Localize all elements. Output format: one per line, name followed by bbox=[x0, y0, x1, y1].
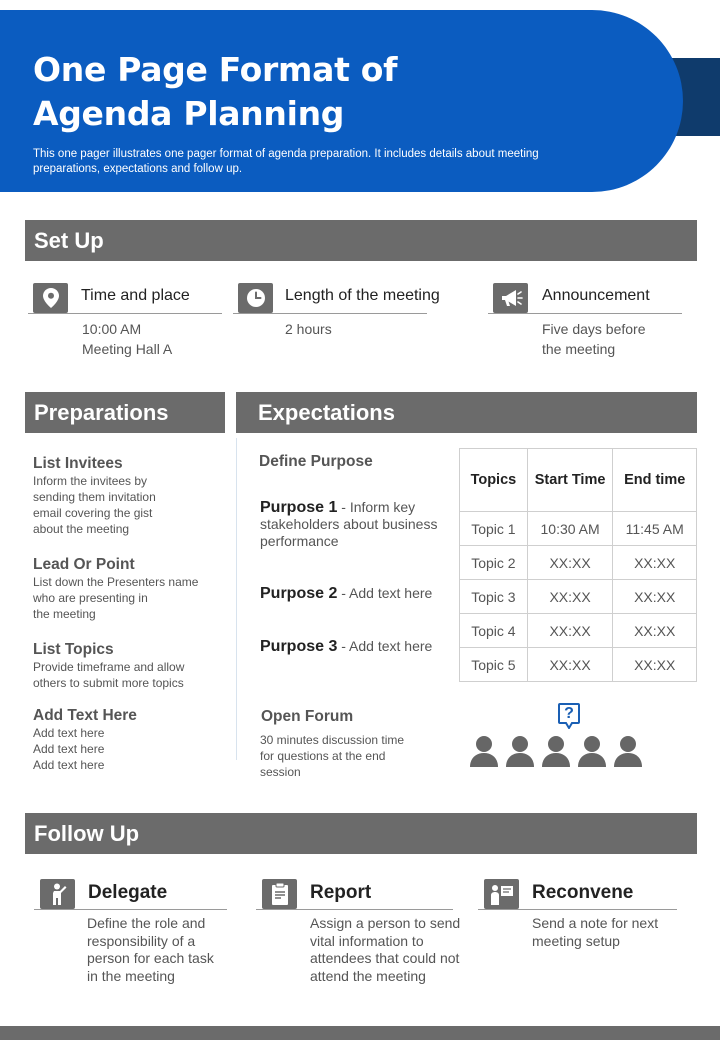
prep-title-lead-or-point: Lead Or Point bbox=[33, 556, 135, 573]
megaphone-icon bbox=[493, 283, 528, 313]
setup-item-title-length: Length of the meeting bbox=[285, 287, 440, 304]
table-row bbox=[460, 580, 697, 614]
prep-title-add-text: Add Text Here bbox=[33, 707, 137, 724]
setup-item-divider bbox=[28, 313, 222, 314]
report-title: Report bbox=[310, 882, 372, 903]
table-cell-topic: Topic 4 bbox=[460, 614, 528, 648]
column-header-end-time: End time bbox=[613, 449, 697, 512]
purpose-3-separator: - bbox=[337, 638, 350, 654]
page-title bbox=[33, 48, 593, 136]
report-text: Assign a person to send vital information to attendees that could not attend the meeting bbox=[310, 915, 461, 984]
person-icon bbox=[541, 735, 571, 767]
person-icon bbox=[577, 735, 607, 767]
setup-time-value: 10:00 AM bbox=[82, 321, 142, 337]
header-banner bbox=[0, 10, 683, 192]
expectations-heading: Expectations bbox=[236, 392, 697, 433]
purpose-1-separator: - bbox=[337, 499, 350, 515]
table-cell-topic: Topic 5 bbox=[460, 648, 528, 682]
table-cell-start: XX:XX bbox=[527, 580, 613, 614]
setup-heading: Set Up bbox=[25, 220, 697, 261]
prep-text-lead-or-point: List down the Presenters name who are presenting in the meeting bbox=[33, 575, 199, 621]
table-cell-start: XX:XX bbox=[527, 546, 613, 580]
purpose-2-label: Purpose 2 bbox=[260, 585, 338, 602]
setup-item-text-time-place bbox=[82, 319, 172, 359]
define-purpose-title: Define Purpose bbox=[259, 453, 373, 470]
page-subtitle: This one pager illustrates one pager format of agenda preparation. It includes details about meeting preparations, expectations and follow up. bbox=[33, 148, 539, 175]
open-forum-text: 30 minutes discussion time for questions at the end session bbox=[260, 733, 405, 779]
page-title-line2: Agenda Planning bbox=[33, 94, 345, 133]
preparations-heading: Preparations bbox=[25, 392, 225, 433]
location-pin-icon bbox=[33, 283, 68, 313]
purpose-2-separator: - bbox=[337, 585, 350, 601]
purpose-2 bbox=[260, 585, 450, 602]
clock-icon bbox=[238, 283, 273, 313]
column-header-start-time: Start Time bbox=[527, 449, 613, 512]
setup-item-title-time-place: Time and place bbox=[81, 287, 190, 304]
setup-announcement-line2: the meeting bbox=[542, 341, 616, 357]
table-cell-end: 11:45 AM bbox=[613, 512, 697, 546]
setup-item-text-length bbox=[285, 319, 332, 339]
setup-item-title-announcement: Announcement bbox=[542, 287, 650, 304]
delegate-text: Define the role and responsibility of a person for each task in the meeting bbox=[87, 915, 214, 984]
table-cell-end: XX:XX bbox=[613, 614, 697, 648]
purpose-1 bbox=[260, 499, 450, 550]
presenter-icon bbox=[40, 879, 75, 909]
person-icon bbox=[505, 735, 535, 767]
prep-text-add-text: Add text here Add text here Add text here bbox=[33, 726, 105, 772]
setup-length-value: 2 hours bbox=[285, 321, 332, 337]
whiteboard-icon bbox=[484, 879, 519, 909]
delegate-title: Delegate bbox=[88, 882, 168, 903]
setup-item-divider bbox=[233, 313, 427, 314]
table-row bbox=[460, 546, 697, 580]
table-cell-end: XX:XX bbox=[613, 546, 697, 580]
table-header-row bbox=[460, 449, 697, 512]
table-cell-start: XX:XX bbox=[527, 648, 613, 682]
table-cell-start: 10:30 AM bbox=[527, 512, 613, 546]
setup-item-text-announcement bbox=[542, 319, 646, 359]
page-title-line1: One Page Format of bbox=[33, 50, 398, 89]
person-icon bbox=[469, 735, 499, 767]
table-row bbox=[460, 512, 697, 546]
prep-text-list-invitees: Inform the invitees by sending them invitation email covering the gist about the meeting bbox=[33, 474, 156, 536]
purpose-3 bbox=[260, 638, 450, 655]
question-bubble-icon bbox=[558, 703, 580, 729]
question-mark: ? bbox=[564, 705, 574, 722]
table-cell-topic: Topic 3 bbox=[460, 580, 528, 614]
person-icon bbox=[613, 735, 643, 767]
table-row bbox=[460, 614, 697, 648]
clipboard-icon bbox=[262, 879, 297, 909]
follow-up-divider bbox=[478, 909, 677, 910]
setup-announcement-line1: Five days before bbox=[542, 321, 646, 337]
follow-up-heading: Follow Up bbox=[25, 813, 697, 854]
table-cell-end: XX:XX bbox=[613, 580, 697, 614]
reconvene-title: Reconvene bbox=[532, 882, 634, 903]
purpose-1-label: Purpose 1 bbox=[260, 499, 338, 516]
prep-text-list-topics: Provide timeframe and allow others to submit more topics bbox=[33, 660, 185, 690]
prep-title-list-invitees: List Invitees bbox=[33, 455, 123, 472]
purpose-1-text: Inform key stakeholders about business performance bbox=[260, 499, 438, 549]
reconvene-text: Send a note for next meeting setup bbox=[532, 915, 659, 949]
open-forum-title: Open Forum bbox=[261, 708, 354, 725]
footer-bar bbox=[0, 1026, 720, 1040]
table-cell-topic: Topic 1 bbox=[460, 512, 528, 546]
column-header-topics: Topics bbox=[460, 449, 528, 512]
table-row bbox=[460, 648, 697, 682]
purpose-3-label: Purpose 3 bbox=[260, 638, 338, 655]
purpose-3-text: Add text here bbox=[349, 638, 433, 654]
setup-place-value: Meeting Hall A bbox=[82, 341, 173, 357]
column-divider bbox=[236, 438, 237, 760]
follow-up-divider bbox=[34, 909, 227, 910]
setup-item-divider bbox=[488, 313, 682, 314]
table-cell-end: XX:XX bbox=[613, 648, 697, 682]
follow-up-divider bbox=[256, 909, 453, 910]
purpose-2-text: Add text here bbox=[349, 585, 433, 601]
topics-table bbox=[459, 448, 697, 682]
prep-title-list-topics: List Topics bbox=[33, 641, 114, 658]
table-cell-topic: Topic 2 bbox=[460, 546, 528, 580]
table-cell-start: XX:XX bbox=[527, 614, 613, 648]
